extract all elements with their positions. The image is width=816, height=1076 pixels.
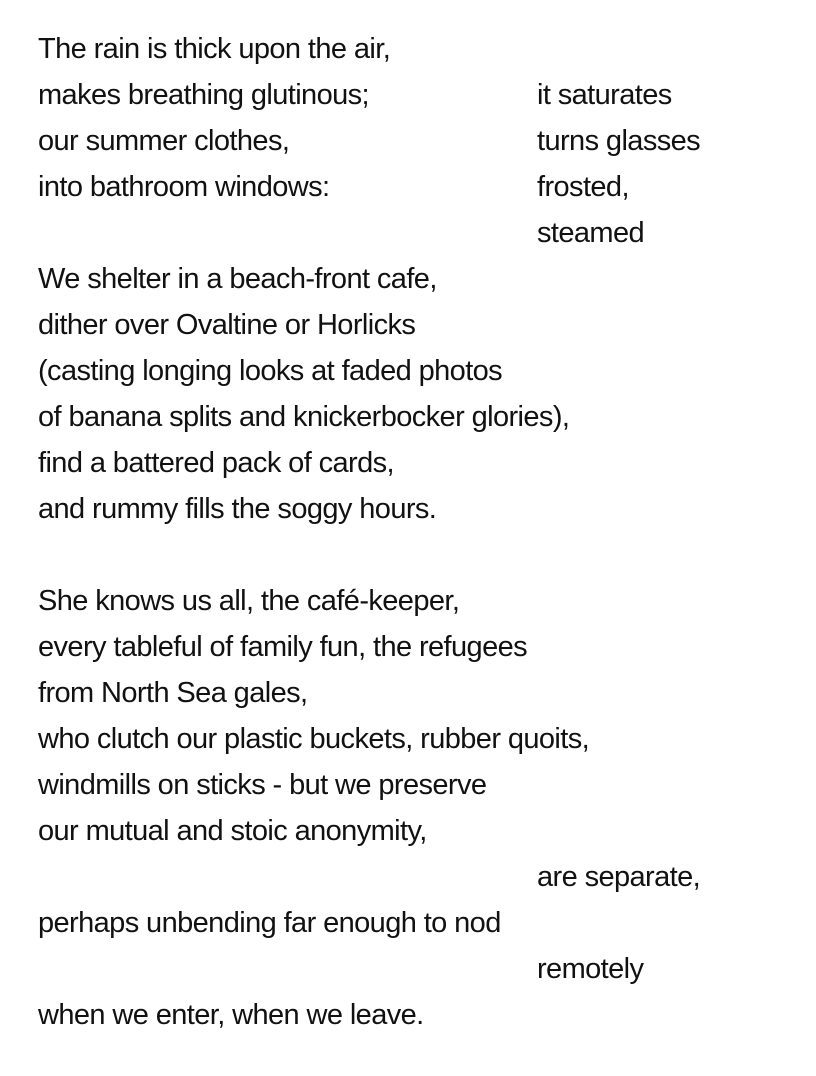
poem-line	[38, 348, 798, 394]
poem-line-text: who clutch our plastic buckets, rubber quoits,	[38, 723, 590, 755]
poem-line	[38, 118, 798, 164]
poem-line	[38, 256, 798, 302]
poem-line-text: makes breathing glutinous;	[38, 79, 369, 111]
poem-line-text: and rummy fills the soggy hours.	[38, 493, 437, 525]
poem-line	[38, 210, 798, 256]
poem-line-text: We shelter in a beach-front cafe,	[38, 263, 437, 295]
poem-line-text: She knows us all, the café-keeper,	[38, 585, 460, 617]
poem-line	[38, 72, 798, 118]
poem-line-text: (casting longing looks at faded photos	[38, 355, 503, 387]
poem-line	[38, 992, 798, 1038]
poem-line-indented-text: turns glasses	[537, 125, 701, 157]
poem-line	[38, 578, 798, 624]
poem-line-text: perhaps unbending far enough to nod	[38, 907, 501, 939]
poem-line	[38, 716, 798, 762]
poem-line	[38, 440, 798, 486]
poem-text	[38, 26, 798, 1038]
poem-line	[38, 164, 798, 210]
poem-line-text: The rain is thick upon the air,	[38, 33, 391, 65]
poem-line-text: dither over Ovaltine or Horlicks	[38, 309, 416, 341]
poem-line	[38, 670, 798, 716]
poem-line	[38, 808, 798, 854]
poem-line	[38, 26, 798, 72]
poem-line-indented-text: it saturates	[537, 79, 672, 111]
poem-line-text: our mutual and stoic anonymity,	[38, 815, 427, 847]
poem-line	[38, 302, 798, 348]
poem-line	[38, 624, 798, 670]
poem-line	[38, 762, 798, 808]
poem-line-indented-text: frosted,	[537, 171, 629, 203]
poem-line-text: into bathroom windows:	[38, 171, 330, 203]
poem-line-indented-text: are separate,	[537, 861, 701, 893]
poem-line	[38, 854, 798, 900]
poem-line-text: find a battered pack of cards,	[38, 447, 394, 479]
poem-line-text: windmills on sticks - but we preserve	[38, 769, 487, 801]
poem-line	[38, 900, 798, 946]
poem-line-indented-text: remotely	[537, 953, 644, 985]
poem-line-text: when we enter, when we leave.	[38, 999, 424, 1031]
stanza-break	[38, 532, 798, 578]
poem-line-indented-text: steamed	[537, 217, 645, 249]
poem-line-text: every tableful of family fun, the refugees	[38, 631, 528, 663]
poem-line	[38, 946, 798, 992]
poem-line-text: our summer clothes,	[38, 125, 290, 157]
poem-line-text: of banana splits and knickerbocker glories),	[38, 401, 570, 433]
poem-line-text: from North Sea gales,	[38, 677, 308, 709]
poem-line	[38, 394, 798, 440]
poem-line	[38, 486, 798, 532]
